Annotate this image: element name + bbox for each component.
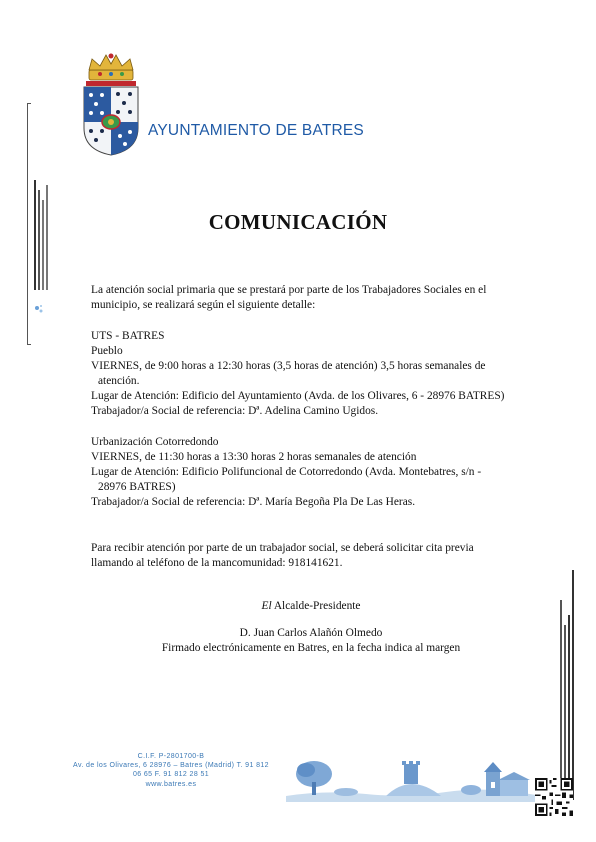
signer-role <box>91 599 531 614</box>
qr-code-icon[interactable] <box>535 778 573 816</box>
pueblo-worker: Trabajador/a Social de referencia: Dª. Adelina Camino Ugidos. <box>91 405 379 417</box>
footer-contact <box>60 752 282 789</box>
footer-address: Av. de los Olivares, 6 28976 – Batres (Madrid) T. 91 812 <box>73 762 269 770</box>
urbanizacion-heading: Urbanización Cotorredondo <box>91 436 219 448</box>
intro-paragraph: La atención social primaria que se prestará por parte de los Trabajadores Sociales en el municipio, se realizará según el siguiente detalle: <box>91 284 487 311</box>
verification-lines <box>560 570 574 800</box>
signature-stamp-lines <box>34 180 48 290</box>
signature-note: Firmado electrónicamente en Batres, en la fecha indica al margen <box>161 642 461 654</box>
document-title: COMUNICACIÓN <box>208 210 388 234</box>
footer-website[interactable]: www.batres.es <box>145 780 197 788</box>
footer-phones: 06 65 F. 91 812 28 51 <box>132 771 210 779</box>
footer-cif: C.I.F. P-2801700-B <box>137 753 205 760</box>
pueblo-heading: Pueblo <box>91 345 123 357</box>
closing-paragraph: Para recibir atención por parte de un trabajador social, se deberá solicitar cita previa llamando al teléfono de la mancomunidad: 918141621. <box>91 542 474 569</box>
urbanizacion-worker: Trabajador/a Social de referencia: Dª. María Begoña Pla De Las Heras. <box>91 496 416 508</box>
pueblo-schedule: VIERNES, de 9:00 horas a 12:30 horas (3,5 horas de atención) 3,5 horas semanales de atención. <box>91 360 486 387</box>
signature-stamp <box>34 290 36 292</box>
pueblo-location: Lugar de Atención: Edificio del Ayuntamiento (Avda. de los Olivares, 6 - 28976 BATRES) <box>91 390 505 402</box>
coat-of-arms-icon <box>80 52 142 156</box>
village-landscape-icon <box>286 752 536 802</box>
signer-name: D. Juan Carlos Alañón Olmedo <box>239 627 383 639</box>
organization-name: AYUNTAMIENTO DE BATRES <box>148 122 364 139</box>
urbanizacion-location: Lugar de Atención: Edificio Polifuncional de Cotorredondo (Avda. Montebatres, s/n - 28976 BATRES) <box>91 466 482 493</box>
signature-stamp-icon <box>33 303 45 315</box>
signer-role-title: Alcalde-Presidente <box>271 600 361 612</box>
document-body <box>91 283 511 571</box>
urbanizacion-schedule: VIERNES, de 11:30 horas a 13:30 horas 2 horas semanales de atención <box>91 451 417 463</box>
uts-heading: UTS - BATRES <box>91 330 165 342</box>
signer-role-article: El <box>261 600 272 612</box>
